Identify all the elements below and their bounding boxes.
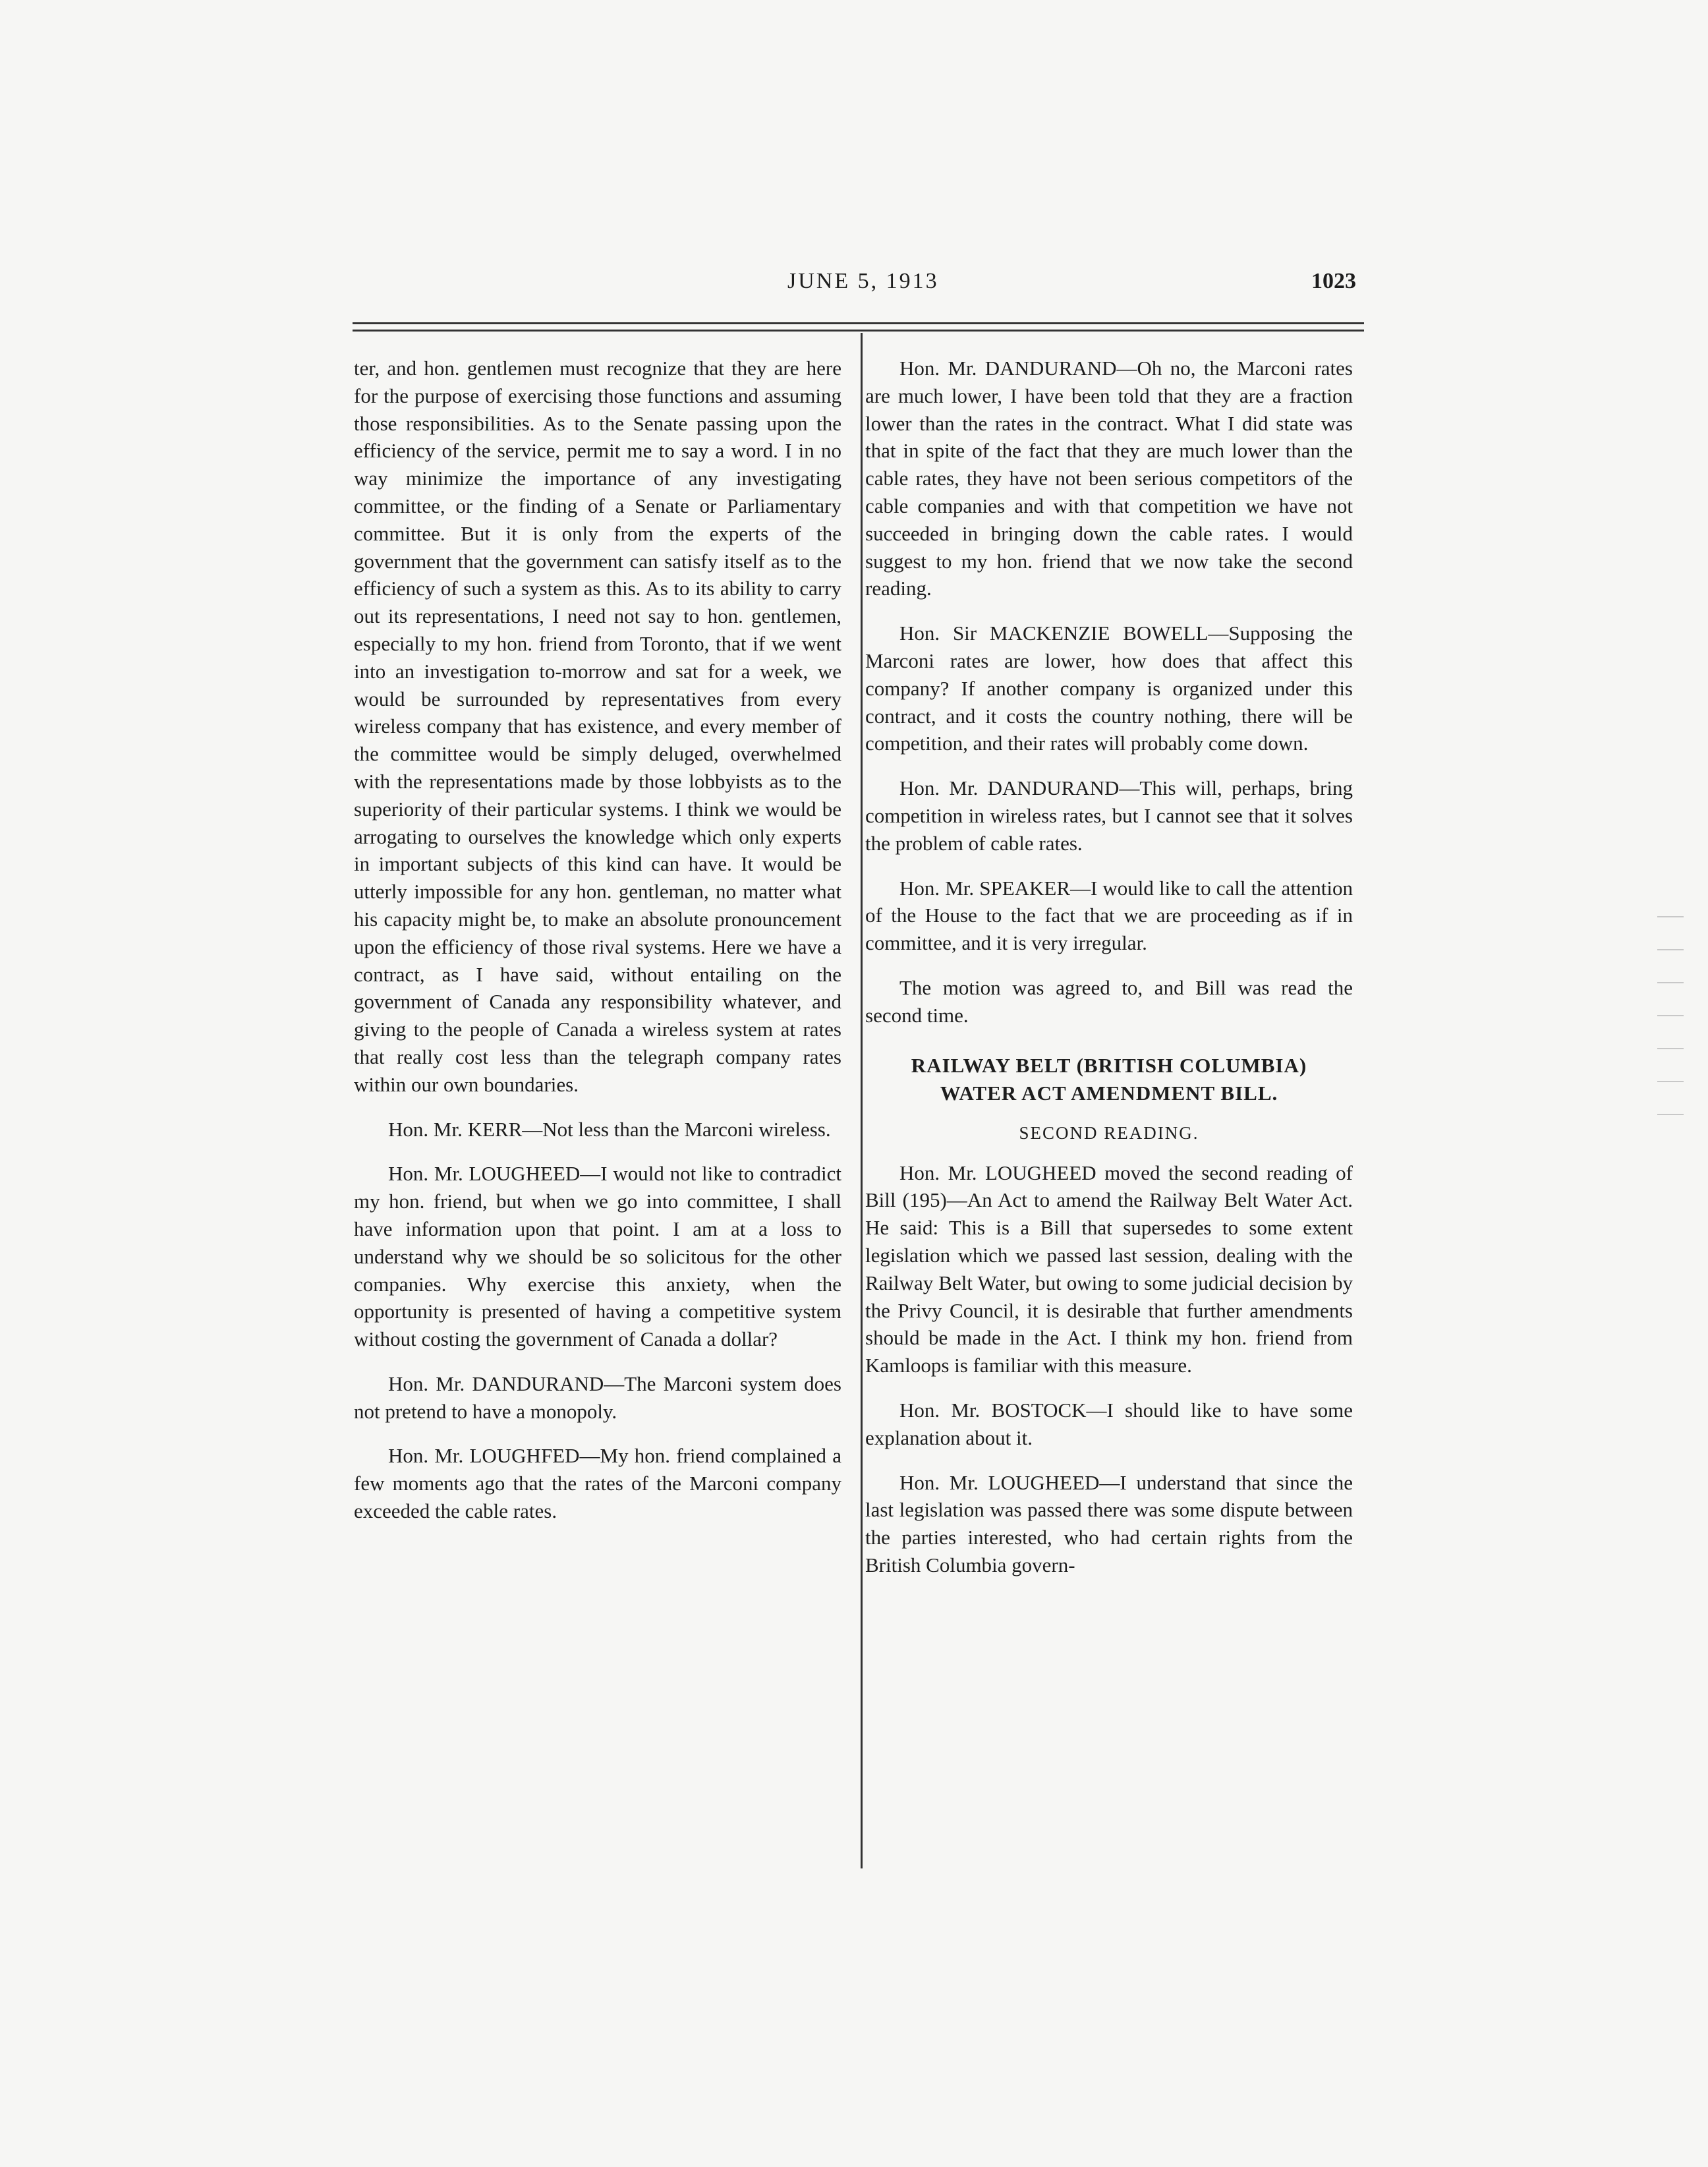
bleed-mark (1657, 1081, 1684, 1082)
bleed-mark (1657, 916, 1684, 917)
bleed-mark (1657, 1015, 1684, 1016)
section-heading-line: WATER ACT AMENDMENT BILL. (940, 1081, 1278, 1105)
paragraph: Hon. Mr. KERR—Not less than the Marconi wireless. (388, 1117, 831, 1141)
paragraph: Hon. Mr. LOUGHEED moved the second reading of Bill (195)—An Act to amend the Railway Belt Water Act. He said: This is a Bill that supersedes to some extent legislation which we passed last session, dealing with the Railway Belt Water, but owing to some judicial decision by the Privy Council, it is desirable that further amendments should be made in the Act. I think my hon. friend from Kamloops is familiar with this measure. (865, 1161, 1353, 1377)
paragraph: Hon. Mr. DANDURAND—The Marconi system does not pretend to have a monopoly. (354, 1372, 841, 1423)
paragraph: Hon. Mr. SPEAKER—I would like to call the attention of the House to the fact that we are proceeding as if in committee, and it is very irregular. (865, 876, 1353, 955)
paragraph: ter, and hon. gentlemen must recognize that they are here for the purpose of exercising those functions and assuming those responsibilities. As to the Senate passing upon the efficiency of the service, permit me to say a word. I in no way minimize the importance of any investigating committee, or the finding of a Senate or Parliamentary committee. But it is only from the experts of the government that the government can satisfy itself as to the efficiency of such a system as this. As to its ability to carry out its representations, I need not say to hon. gentlemen, especially to my hon. friend from Toronto, that if we went into an investigation to-morrow and sat for a week, we would be surrounded by representatives from every wireless company that has existence, and every member of the committee would be simply deluged, overwhelmed with the representations made by those lobbyists as to the superiority of their particular systems. I think we would be arrogating to ourselves the knowledge which only experts in important subjects of this kind can have. It would be utterly impossible for any hon. gentleman, no matter what his capacity might be, to make an absolute pronouncement upon the efficiency of those rival systems. Here we have a contract, as I have said, without entailing on the government of Canada any responsibility whatever, and giving to the people of Canada a wireless system at rates that really cost less than the telegraph company rates within our own boundaries. (354, 357, 841, 1096)
paragraph: The motion was agreed to, and Bill was read the second time. (865, 975, 1353, 1027)
section-subheading: SECOND READING. (1019, 1122, 1199, 1143)
section-heading (865, 1052, 1353, 1107)
right-column (865, 355, 1353, 1579)
column-divider (861, 333, 863, 1868)
paragraph: Hon. Mr. LOUGHFED—My hon. friend complained a few moments ago that the rates of the Marconi company exceeded the cable rates. (354, 1444, 841, 1523)
paragraph: Hon. Mr. LOUGHEED—I understand that since the last legislation was passed there was some dispute between the parties interested, who had certain rights from the British Columbia govern- (865, 1470, 1353, 1576)
paragraph: Hon. Mr. LOUGHEED—I would not like to contradict my hon. friend, but when we go into committee, I shall have information upon that point. I am at a loss to understand why we should be so solicitous for the other companies. Why exercise this anxiety, when the opportunity is presented of having a competitive system without costing the government of Canada a dollar? (354, 1162, 841, 1351)
header-rule-top (353, 322, 1364, 324)
left-column (354, 355, 841, 1525)
bleed-mark (1657, 982, 1684, 983)
bleed-mark (1657, 1114, 1684, 1115)
bleed-mark (1657, 949, 1684, 950)
paragraph: Hon. Mr. DANDURAND—This will, perhaps, bring competition in wireless rates, but I cannot see that it solves the problem of cable rates. (865, 776, 1353, 855)
page-number: 1023 (1311, 269, 1356, 293)
paragraph: Hon. Mr. DANDURAND—Oh no, the Marconi rates are much lower, I have been told that they are a fraction lower than the rates in the contract. What I did state was that in spite of the fact that they are much lower than the cable rates, they have not been serious competitors of the cable companies and with that competition we have not succeeded in bringing down the cable rates. I would suggest to my hon. friend that we now take the second reading. (865, 357, 1353, 600)
page-date: JUNE 5, 1913 (787, 269, 939, 293)
header-rule-bottom (353, 330, 1364, 332)
paragraph: Hon. Sir MACKENZIE BOWELL—Supposing the Marconi rates are lower, how does that affect this company? If another company is organized under this contract, and it costs the country nothing, there will be competition, and their rates will probably come down. (865, 621, 1353, 755)
bleed-mark (1657, 1048, 1684, 1049)
bleed-through-marks (1657, 916, 1703, 1246)
paragraph: Hon. Mr. BOSTOCK—I should like to have some explanation about it. (865, 1398, 1353, 1449)
section-heading-line: RAILWAY BELT (BRITISH COLUMBIA) (911, 1053, 1307, 1077)
